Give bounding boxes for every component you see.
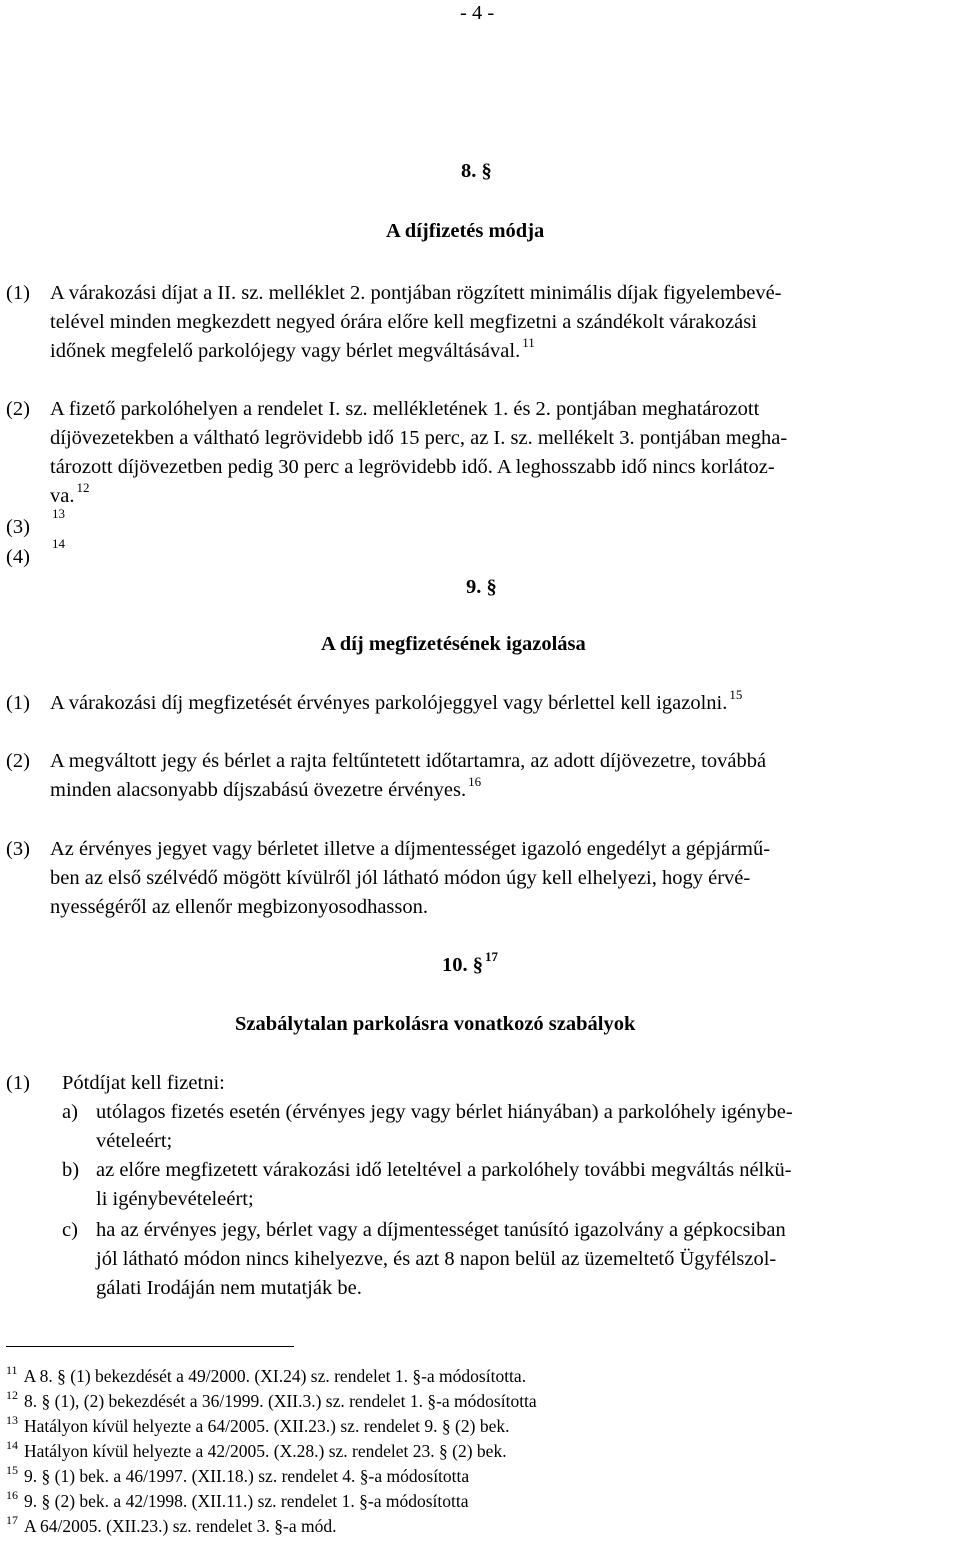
- list-item-line: ha az érvényes jegy, bérlet vagy a díjmentességet tanúsító igazolvány a gépkocsiban: [96, 1219, 786, 1241]
- footnote: $^{11}$ A 8. § (1) bekezdését a 49/2000. (XI.24) sz. rendelet 1. §-a módosította.: [6, 1363, 527, 1386]
- section-10-number: 10. § $^{17}$: [442, 949, 498, 976]
- s9-p3-line: ben az első szélvédő mögött kívülről jól látható módon úgy kell elhelyezi, hogy érvé-: [50, 867, 751, 889]
- footnote: $^{16}$ 9. § (2) bek. a 42/1998. (XII.11.) sz. rendelet 1. §-a módosította: [6, 1488, 469, 1511]
- s9-p2-line: A megváltott jegy és bérlet a rajta feltűntetett időtartamra, az adott díjövezetre, továbbá: [50, 750, 767, 772]
- footnote-ref: 11: [522, 335, 535, 350]
- s9-p3-line: Az érvényes jegyet vagy bérletet illetve a díjmentességet igazoló engedélyt a gépjármű-: [50, 838, 771, 860]
- list-item-label: b): [62, 1159, 80, 1181]
- s8-p2-line: tározott díjövezetben pedig 30 perc a legrövidebb idő. A leghosszabb idő nincs korlátoz-: [50, 456, 775, 478]
- footnote-ref: 16: [468, 774, 482, 789]
- footnote-ref: 14: [52, 536, 65, 551]
- footnote-divider: [6, 1346, 294, 1347]
- s8-p1-line: telével minden megkezdett negyed órára előre kell megfizetni a szándékolt várakozási: [50, 311, 757, 333]
- footnote-ref: 17: [485, 949, 498, 964]
- s9-p1-line: A várakozási díj megfizetését érvényes parkolójeggyel vagy bérlettel kell igazolni. $^{15}$: [50, 687, 743, 714]
- footnote-ref: 13: [52, 506, 65, 521]
- s10-p1-number: (1): [6, 1072, 30, 1094]
- list-item-line: gálati Irodáján nem mutatják be.: [96, 1277, 362, 1299]
- list-item-line: vételeért;: [96, 1130, 173, 1152]
- footnote: $^{13}$ Hatályon kívül helyezte a 64/2005. (XII.23.) sz. rendelet 9. § (2) bek.: [6, 1413, 510, 1436]
- list-item-label: c): [62, 1219, 78, 1241]
- list-item-line: az előre megfizetett várakozási idő leteltével a parkolóhely további megváltás nélkü-: [96, 1159, 792, 1181]
- section-10-title: Szabálytalan parkolásra vonatkozó szabályok: [235, 1013, 636, 1035]
- section-8-number: 8. §: [461, 160, 492, 182]
- footnote: $^{12}$ 8. § (1), (2) bekezdését a 36/1999. (XII.3.) sz. rendelet 1. §-a módosította: [6, 1388, 537, 1411]
- s8-p2-line: díjövezetekben a váltható legrövidebb idő 15 perc, az I. sz. mellékelt 3. pontjában megha-: [50, 427, 788, 449]
- section-9-number: 9. §: [466, 576, 497, 598]
- s9-p3-number: (3): [6, 838, 30, 860]
- list-item-line: jól látható módon nincs kihelyezve, és azt 8 napon belül az üzemeltető Ügyfélszol-: [96, 1248, 777, 1270]
- section-8-title: A díjfizetés módja: [386, 220, 545, 242]
- s8-p1-number: (1): [6, 282, 30, 304]
- s8-p2-line: va. $^{12}$: [50, 480, 90, 507]
- s8-p1-line: időnek megfelelő parkolójegy vagy bérlet megváltásával. $^{11}$: [50, 335, 535, 362]
- page-number: - 4 -: [460, 2, 495, 24]
- list-item-line: li igénybevételeért;: [96, 1188, 254, 1210]
- footnote-ref: 15: [729, 687, 743, 702]
- footnote-ref: 12: [76, 480, 90, 495]
- section-9-title: A díj megfizetésének igazolása: [321, 633, 586, 655]
- s8-p4-number: (4): [6, 546, 30, 568]
- s10-p1-intro: Pótdíjat kell fizetni:: [62, 1072, 225, 1094]
- s9-p2-number: (2): [6, 750, 30, 772]
- footnote: $^{15}$ 9. § (1) bek. a 46/1997. (XII.18.) sz. rendelet 4. §-a módosította: [6, 1463, 470, 1486]
- s9-p2-line: minden alacsonyabb díjszabású övezetre érvényes. $^{16}$: [50, 774, 482, 801]
- footnote: $^{14}$ Hatályon kívül helyezte a 42/2005. (X.28.) sz. rendelet 23. § (2) bek.: [6, 1438, 507, 1461]
- list-item-label: a): [62, 1101, 78, 1123]
- footnote: $^{17}$ A 64/2005. (XII.23.) sz. rendelet 3. §-a mód.: [6, 1513, 337, 1536]
- s8-p2-number: (2): [6, 398, 30, 420]
- s8-p3-number: (3): [6, 516, 30, 538]
- list-item-line: utólagos fizetés esetén (érvényes jegy vagy bérlet hiányában) a parkolóhely igénybe-: [96, 1101, 793, 1123]
- s8-p1-line: A várakozási díjat a II. sz. melléklet 2. pontjában rögzített minimális díjak figyelembevé-: [50, 282, 782, 304]
- s8-p2-line: A fizető parkolóhelyen a rendelet I. sz. mellékletének 1. és 2. pontjában meghatározott: [50, 398, 760, 420]
- s9-p3-line: nyességéről az ellenőr megbizonyosodhasson.: [50, 896, 429, 918]
- s9-p1-number: (1): [6, 692, 30, 714]
